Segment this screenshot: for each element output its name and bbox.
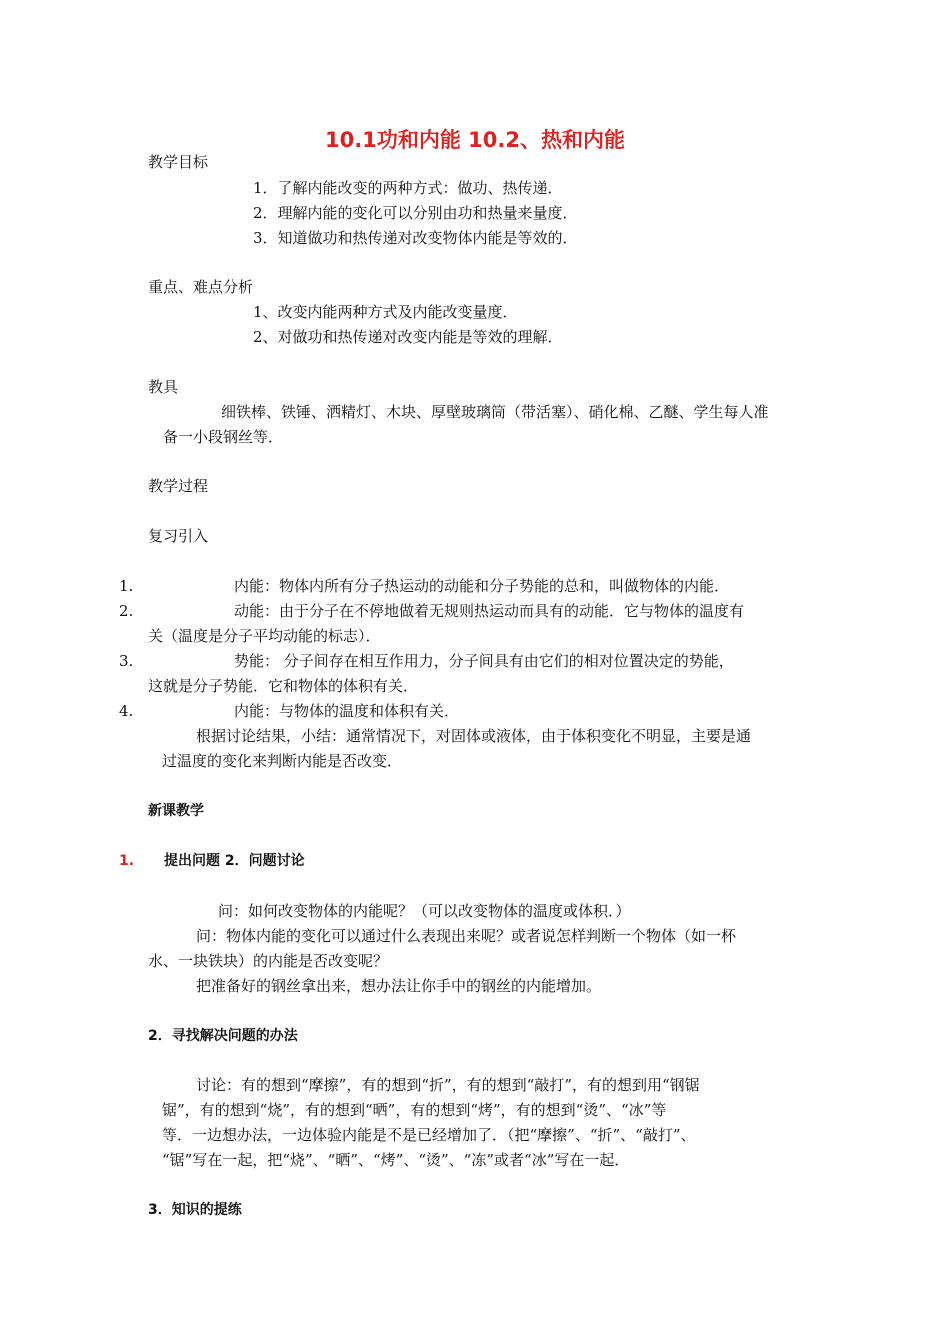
goal-item: 3．知道做功和热传递对改变物体内能是等效的． [253,229,578,247]
review-item-text: 关（温度是分子平均动能的标志）． [148,627,381,645]
question-1: 问：如何改变物体的内能呢？（可以改变物体的温度或体积．） [218,902,631,920]
discussion-line: “锯”写在一起，把“烧”、“晒”、“烤”、“烫”、“冻”或者“冰”写在一起． [162,1151,630,1169]
tools-heading: 教具 [148,378,179,396]
review-item-number: 3. [119,652,134,670]
goal-item: 2．理解内能的变化可以分别由功和热量来量度． [253,204,578,222]
key-point-item: 2、对做功和热传递对改变内能是等效的理解． [253,328,563,346]
review-item-text: 势能： 分子间存在相互作用力，分子间具有由它们的相对位置决定的势能， [234,652,734,670]
key-points-heading: 重点、难点分析 [148,278,254,296]
question-2: 水、一块铁块）的内能是否改变呢？ [148,952,389,970]
process-heading: 教学过程 [148,477,209,495]
discussion-line: 锯”，有的想到“烧”，有的想到“晒”，有的想到“烤”，有的想到“烫”、“冰”等 [162,1101,667,1119]
new-lesson-heading: 新课教学 [148,803,204,819]
review-item-text: 内能：物体内所有分子热运动的动能和分子势能的总和，叫做物体的内能． [234,577,730,595]
review-summary: 过温度的变化来判断内能是否改变． [162,752,403,770]
review-item-text: 动能：由于分子在不停地做着无规则热运动而具有的动能．它与物体的温度有 [234,602,745,620]
question-2: 问：物体内能的变化可以通过什么表现出来呢？或者说怎样判断一个物体（如一杯 [196,927,737,945]
review-item-number: 2. [119,602,134,620]
review-item-text: 内能：与物体的温度和体积有关． [234,702,460,720]
goal-item: 1．了解内能改变的两种方式：做功、热传递． [253,179,563,197]
tools-line: 备一小段钢丝等． [163,428,284,446]
discussion-line: 讨论：有的想到“摩擦”，有的想到“折”，有的想到“敲打”，有的想到用“钢锯 [196,1076,700,1094]
goals-heading: 教学目标 [148,153,209,171]
step1-label: 提出问题 2．问题讨论 [164,853,305,869]
review-item-number: 4. [119,702,134,720]
review-heading: 复习引入 [148,527,209,545]
key-point-item: 1、改变内能两种方式及内能改变量度． [253,303,518,321]
tools-line: 细铁棒、铁锤、洒精灯、木块、厚壁玻璃筒（带活塞）、硝化棉、乙醚、学生每人准 [221,403,769,421]
review-item-number: 1. [119,577,134,595]
review-summary: 根据讨论结果，小结：通常情况下，对固体或液体，由于体积变化不明显，主要是通 [196,727,752,745]
question-3: 把准备好的钢丝拿出来，想办法让你手中的钢丝的内能增加。 [196,977,602,995]
step2-heading: 2．寻找解决问题的办法 [148,1028,298,1044]
discussion-line: 等．一边想办法，一边体验内能是不是已经增加了．（把“摩擦”、“折”、“敲打”、 [162,1126,696,1144]
page-title: 10.1功和内能 10.2、热和内能 [325,128,625,152]
step3-heading: 3．知识的提练 [148,1202,242,1218]
review-item-text: 这就是分子势能．它和物体的体积有关． [148,677,419,695]
step1-number: 1. [119,853,135,869]
